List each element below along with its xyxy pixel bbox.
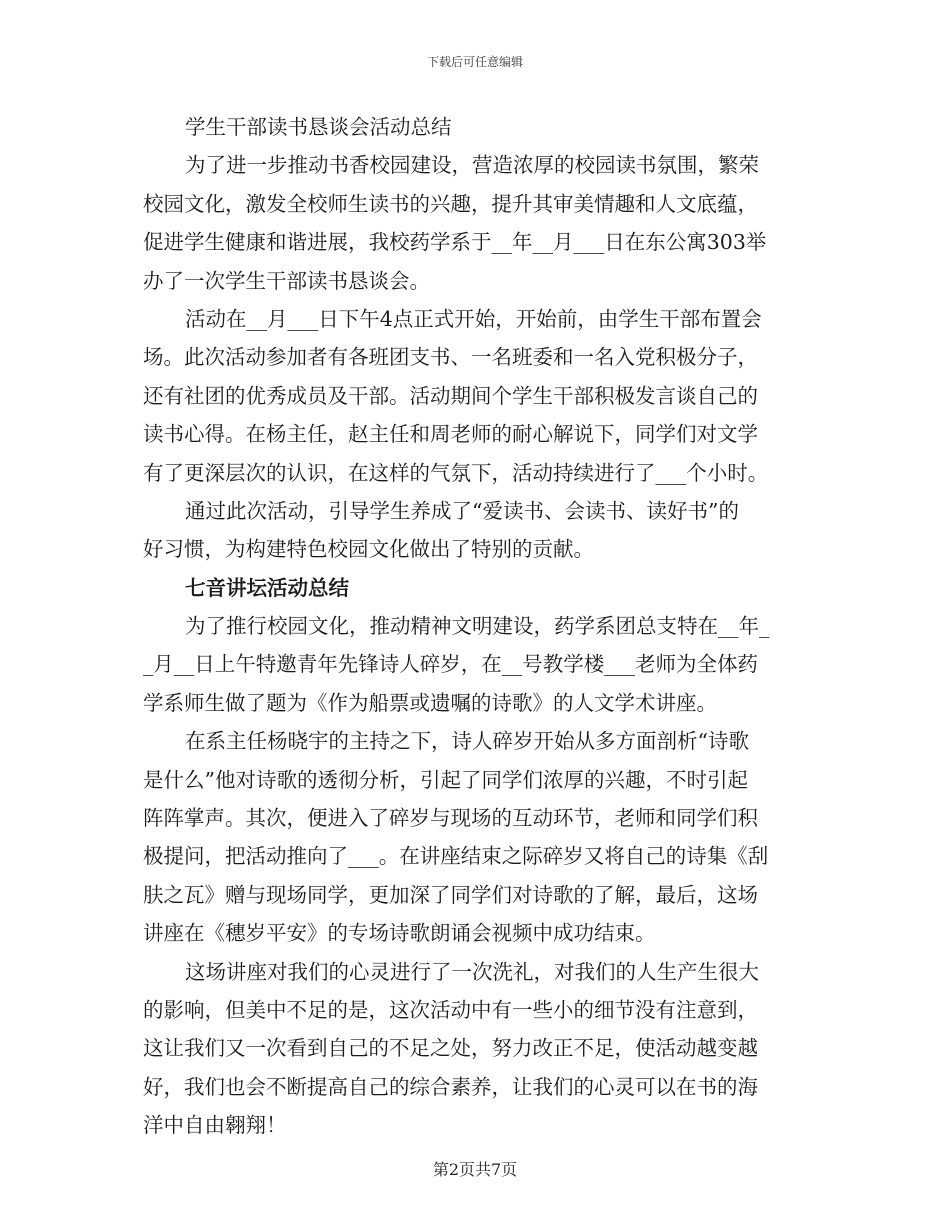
paragraph-line: 肤之瓦》赠与现场同学，更加深了同学们对诗歌的了解，最后，这场 xyxy=(143,882,758,907)
paragraph-line: 这让我们又一次看到自己的不足之处，努力改正不足，使活动越变越 xyxy=(143,1036,758,1061)
paragraph-line: 的影响，但美中不足的是，这次活动中有一些小的细节没有注意到， xyxy=(143,997,758,1022)
paragraph-line: 是什么”他对诗歌的透彻分析，引起了同学们浓厚的兴趣，不时引起 xyxy=(143,767,748,792)
paragraph-line: 洋中自由翱翔！ xyxy=(143,1113,287,1138)
section-heading: 七音讲坛活动总结 xyxy=(185,575,349,600)
paragraph-line: _月__日上午特邀青年先锋诗人碎岁，在__号教学楼___老师为全体药 xyxy=(143,652,758,677)
paragraph-line: 极提问，把活动推向了___。在讲座结束之际碎岁又将自己的诗集《刮 xyxy=(143,844,769,869)
page-header-note: 下载后可任意编辑 xyxy=(426,55,523,69)
paragraph-line: 活动在__月___日下午4点正式开始，开始前，由学生干部布置会 xyxy=(185,306,762,331)
paragraph-line: 讲座在《穗岁平安》的专场诗歌朗诵会视频中成功结束。 xyxy=(143,921,656,946)
paragraph-line: 通过此次活动，引导学生养成了“爱读书、会读书、读好书”的 xyxy=(185,498,739,523)
paragraph-line: 有了更深层次的认识，在这样的气氛下，活动持续进行了___个小时。 xyxy=(143,460,769,485)
article-title: 学生干部读书恳谈会活动总结 xyxy=(185,115,452,139)
paragraph-line: 还有社团的优秀成员及干部。活动期间个学生干部积极发言谈自己的 xyxy=(143,383,758,408)
paragraph-line: 在系主任杨晓宇的主持之下，诗人碎岁开始从多方面剖析“诗歌 xyxy=(185,729,749,754)
paragraph-line: 好习惯，为构建特色校园文化做出了特别的贡献。 xyxy=(143,537,594,562)
paragraph-line: 阵阵掌声。其次，便进入了碎岁与现场的互动环节，老师和同学们积 xyxy=(143,806,758,831)
document-body xyxy=(143,108,807,1145)
paragraph-line: 读书心得。在杨主任，赵主任和周老师的耐心解说下，同学们对文学 xyxy=(143,422,758,447)
paragraph-line: 为了进一步推动书香校园建设，营造浓厚的校园读书氛围，繁荣 xyxy=(185,153,759,178)
paragraph-line: 办了一次学生干部读书恳谈会。 xyxy=(143,268,430,293)
paragraph-line: 学系师生做了题为《作为船票或遗嘱的诗歌》的人文学术讲座。 xyxy=(143,690,717,715)
paragraph-line: 这场讲座对我们的心灵进行了一次洗礼，对我们的人生产生很大 xyxy=(185,959,759,984)
paragraph-line: 好，我们也会不断提高自己的综合素养，让我们的心灵可以在书的海 xyxy=(143,1074,758,1099)
paragraph-line: 促进学生健康和谐进展，我校药学系于__年__月___日在东公寓303举 xyxy=(143,230,767,255)
paragraph-line: 场。此次活动参加者有各班团支书、一名班委和一名入党积极分子， xyxy=(143,345,758,370)
paragraph-line: 校园文化，激发全校师生读书的兴趣，提升其审美情趣和人文底蕴， xyxy=(143,191,758,216)
paragraph-line: 为了推行校园文化，推动精神文明建设，药学系团总支特在__年_ xyxy=(185,614,770,639)
page-number: 第2页共7页 xyxy=(432,1160,518,1179)
